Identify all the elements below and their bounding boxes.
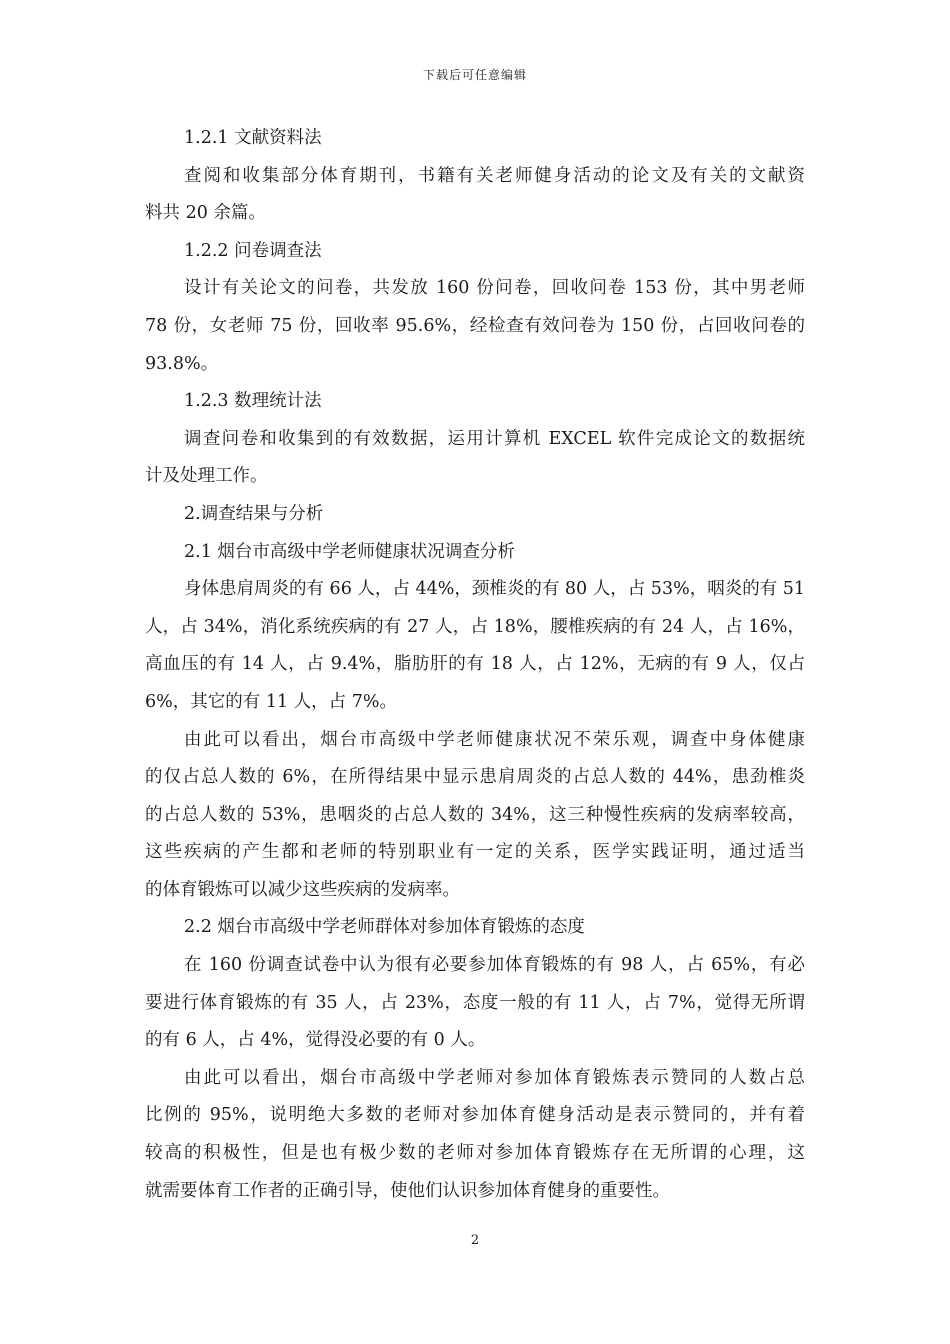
text-line: 人，占 34%，消化系统疾病的有 27 人，占 18%，腰椎疾病的有 24 人，占 16%， <box>145 616 805 637</box>
text-line: 在 160 份调查试卷中认为很有必要参加体育锻炼的有 98 人，占 65%，有必 <box>184 955 805 976</box>
text-line: 由此可以看出，烟台市高级中学老师对参加体育锻炼表示赞同的人数占总 <box>184 1067 805 1088</box>
text-line: 78 份，女老师 75 份，回收率 95.6%，经检查有效问卷为 150 份，占回收问卷的 <box>145 315 805 336</box>
text-line: 较高的积极性，但是也有极少数的老师对参加体育锻炼存在无所谓的心理，这 <box>145 1143 805 1164</box>
text-line: 的体育锻炼可以减少这些疾病的发病率。 <box>145 879 460 900</box>
text-line: 身体患肩周炎的有 66 人，占 44%，颈椎炎的有 80 人，占 53%，咽炎的有 51 <box>184 579 806 600</box>
text-line: 1.2.3 数理统计法 <box>184 391 322 412</box>
text-line: 6%，其它的有 11 人，占 7%。 <box>145 691 397 712</box>
text-line: 由此可以看出，烟台市高级中学老师健康状况不荣乐观，调查中身体健康 <box>184 729 805 750</box>
text-line: 调查问卷和收集到的有效数据，运用计算机 EXCEL 软件完成论文的数据统 <box>184 428 805 449</box>
text-line: 这些疾病的产生都和老师的特别职业有一定的关系，医学实践证明，通过适当 <box>145 842 805 863</box>
page-header: 下载后可任意编辑 <box>422 68 527 82</box>
text-line: 2.1 烟台市高级中学老师健康状况调查分析 <box>184 541 515 562</box>
document-body <box>145 120 805 1210</box>
text-line: 93.8%。 <box>145 353 219 374</box>
text-line: 比例的 95%，说明绝大多数的老师对参加体育健身活动是表示赞同的，并有着 <box>145 1105 805 1126</box>
text-line: 1.2.2 问卷调查法 <box>184 240 322 261</box>
text-line: 要进行体育锻炼的有 35 人，占 23%，态度一般的有 11 人，占 7%，觉得无所谓 <box>145 992 805 1013</box>
text-line: 料共 20 余篇。 <box>145 203 266 224</box>
text-line: 查阅和收集部分体育期刊，书籍有关老师健身活动的论文及有关的文献资 <box>184 165 805 186</box>
text-line: 1.2.1 文献资料法 <box>184 128 322 148</box>
text-line: 2.2 烟台市高级中学老师群体对参加体育锻炼的态度 <box>184 917 585 938</box>
text-line: 高血压的有 14 人，占 9.4%，脂肪肝的有 18 人，占 12%，无病的有 9 人，仅占 <box>145 654 805 675</box>
text-line: 就需要体育工作者的正确引导，使他们认识参加体育健身的重要性。 <box>145 1180 670 1201</box>
text-line: 设计有关论文的问卷，共发放 160 份问卷，回收问卷 153 份，其中男老师 <box>184 278 805 299</box>
page-number: 2 <box>470 1233 480 1248</box>
text-line: 2.调查结果与分析 <box>184 503 324 524</box>
text-line: 的有 6 人，占 4%，觉得没必要的有 0 人。 <box>145 1030 486 1051</box>
text-line: 计及处理工作。 <box>145 466 268 487</box>
text-line: 的仅占总人数的 6%，在所得结果中显示患肩周炎的占总人数的 44%，患劲椎炎 <box>145 767 805 788</box>
text-line: 的占总人数的 53%，患咽炎的占总人数的 34%，这三种慢性疾病的发病率较高， <box>145 804 805 825</box>
